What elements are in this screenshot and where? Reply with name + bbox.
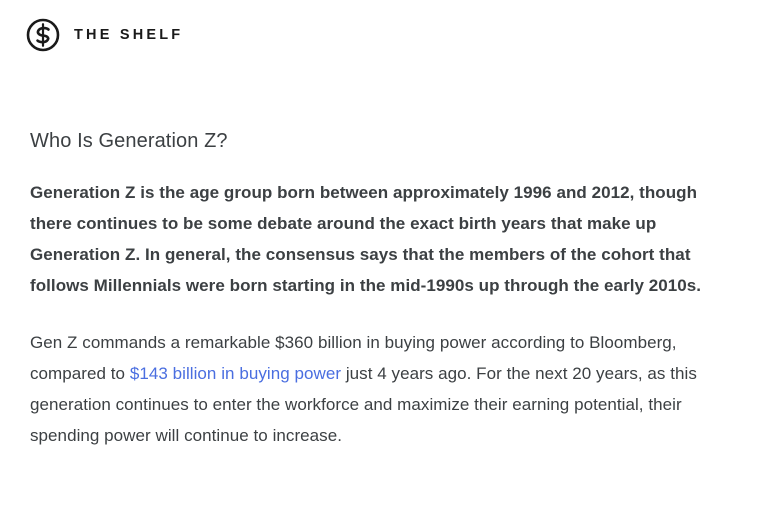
- shelf-circle-logo-icon[interactable]: [26, 18, 60, 52]
- paragraph-text-after-link: just 4 years ago. For the next 20 years, as this generation continues to enter the workforce and maximize their earning potential, their spending power will continue to increase.: [30, 363, 697, 445]
- paragraph-buying-power: [30, 328, 742, 452]
- paragraph-definition: Generation Z is the age group born between approximately 1996 and 2012, though there continues to be some debate around the exact birth years that make up Generation Z. In general, the consensus says that the members of the cohort that follows Millennials were born starting in the mid-1990s up through the early 2010s.: [30, 183, 702, 295]
- brand-name: THE SHELF: [74, 27, 184, 43]
- page-title: Who Is Generation Z?: [30, 130, 228, 152]
- buying-power-link[interactable]: $143 billion in buying power: [129, 363, 342, 383]
- site-header: [26, 18, 183, 52]
- paragraph-text-before-link: Gen Z commands a remarkable $360 billion in buying power according to Bloomberg, compared to: [30, 332, 677, 383]
- article-body: [30, 128, 742, 452]
